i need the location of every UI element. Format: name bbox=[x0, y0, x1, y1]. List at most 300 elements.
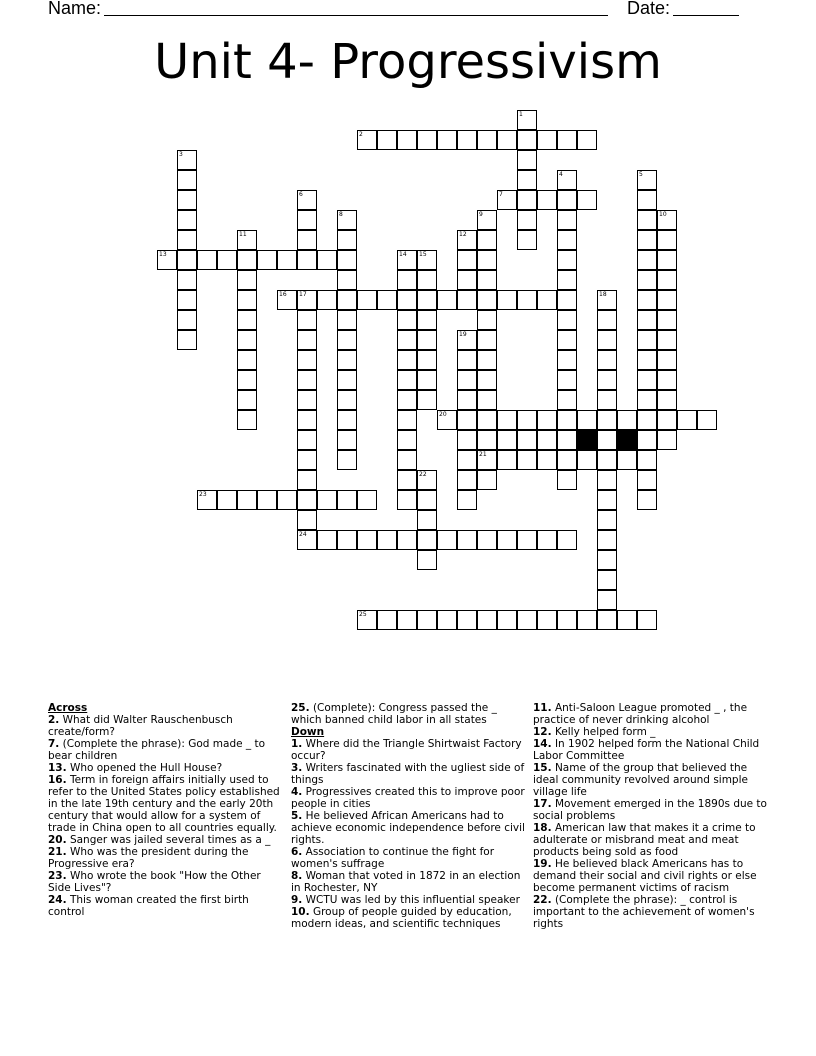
grid-cell[interactable] bbox=[417, 510, 437, 530]
grid-cell[interactable] bbox=[437, 130, 457, 150]
grid-cell[interactable] bbox=[337, 290, 357, 310]
grid-cell[interactable] bbox=[617, 410, 637, 430]
grid-cell[interactable] bbox=[497, 450, 517, 470]
grid-cell[interactable] bbox=[157, 250, 177, 270]
grid-cell[interactable] bbox=[297, 470, 317, 490]
grid-cell[interactable] bbox=[397, 490, 417, 510]
grid-cell[interactable] bbox=[297, 530, 317, 550]
grid-cell[interactable] bbox=[477, 450, 497, 470]
grid-cell[interactable] bbox=[637, 250, 657, 270]
grid-cell[interactable] bbox=[597, 610, 617, 630]
grid-cell[interactable] bbox=[337, 230, 357, 250]
grid-cell[interactable] bbox=[597, 430, 617, 450]
grid-cell[interactable] bbox=[477, 270, 497, 290]
grid-cell[interactable] bbox=[237, 270, 257, 290]
grid-cell[interactable] bbox=[337, 430, 357, 450]
grid-cell[interactable] bbox=[297, 490, 317, 510]
grid-cell[interactable] bbox=[477, 610, 497, 630]
grid-cell[interactable] bbox=[517, 410, 537, 430]
grid-cell[interactable] bbox=[177, 310, 197, 330]
grid-cell[interactable] bbox=[517, 110, 537, 130]
grid-cell[interactable] bbox=[597, 330, 617, 350]
grid-cell[interactable] bbox=[177, 210, 197, 230]
grid-cell[interactable] bbox=[357, 610, 377, 630]
grid-cell[interactable] bbox=[597, 450, 617, 470]
grid-cell[interactable] bbox=[597, 590, 617, 610]
clue-number-label: 16. bbox=[48, 774, 67, 786]
grid-cell[interactable] bbox=[337, 350, 357, 370]
grid-cell[interactable] bbox=[537, 450, 557, 470]
grid-cell[interactable] bbox=[177, 270, 197, 290]
clue-item bbox=[291, 906, 527, 930]
grid-cell[interactable] bbox=[237, 390, 257, 410]
grid-cell[interactable] bbox=[417, 490, 437, 510]
grid-cell[interactable] bbox=[297, 330, 317, 350]
grid-cell[interactable] bbox=[577, 410, 597, 430]
grid-cell[interactable] bbox=[497, 130, 517, 150]
grid-cell[interactable] bbox=[517, 170, 537, 190]
grid-cell[interactable] bbox=[677, 410, 697, 430]
grid-cell[interactable] bbox=[597, 290, 617, 310]
clue-item bbox=[291, 702, 527, 726]
grid-cell[interactable] bbox=[637, 170, 657, 190]
grid-cell[interactable] bbox=[337, 270, 357, 290]
grid-cell[interactable] bbox=[557, 450, 577, 470]
grid-cell[interactable] bbox=[397, 350, 417, 370]
grid-cell[interactable] bbox=[457, 330, 477, 350]
grid-cell[interactable] bbox=[657, 310, 677, 330]
grid-cell[interactable] bbox=[557, 290, 577, 310]
grid-cell[interactable] bbox=[477, 530, 497, 550]
grid-cell[interactable] bbox=[397, 430, 417, 450]
clue-text: He believed black Americans has to demand their social and civil rights or else become permanent victims of racism bbox=[533, 858, 757, 894]
grid-cell[interactable] bbox=[557, 270, 577, 290]
grid-cell[interactable] bbox=[577, 130, 597, 150]
grid-cell[interactable] bbox=[497, 430, 517, 450]
clue-column-3 bbox=[533, 702, 769, 930]
grid-cell[interactable] bbox=[397, 450, 417, 470]
grid-cell[interactable] bbox=[237, 330, 257, 350]
grid-cell[interactable] bbox=[557, 390, 577, 410]
grid-cell[interactable] bbox=[597, 410, 617, 430]
clue-number: 17 bbox=[299, 291, 307, 298]
grid-cell[interactable] bbox=[337, 490, 357, 510]
grid-cell[interactable] bbox=[557, 130, 577, 150]
clue-text: Name of the group that believed the ideal community revolved around simple village life bbox=[533, 762, 748, 798]
clue-item bbox=[291, 810, 527, 846]
clue-number-label: 4. bbox=[291, 786, 303, 798]
clue-number: 14 bbox=[399, 251, 407, 258]
grid-cell[interactable] bbox=[257, 250, 277, 270]
page-title: Unit 4- Progressivism bbox=[154, 34, 662, 90]
grid-cell[interactable] bbox=[557, 430, 577, 450]
grid-cell[interactable] bbox=[657, 270, 677, 290]
grid-cell[interactable] bbox=[217, 490, 237, 510]
grid-cell[interactable] bbox=[237, 310, 257, 330]
grid-cell[interactable] bbox=[477, 350, 497, 370]
grid-cell[interactable] bbox=[417, 290, 437, 310]
clue-item bbox=[533, 894, 769, 930]
grid-cell[interactable] bbox=[637, 270, 657, 290]
clue-number-label: 1. bbox=[291, 738, 303, 750]
grid-cell[interactable] bbox=[297, 250, 317, 270]
grid-cell[interactable] bbox=[457, 430, 477, 450]
grid-cell[interactable] bbox=[457, 350, 477, 370]
grid-cell[interactable] bbox=[637, 290, 657, 310]
grid-cell[interactable] bbox=[417, 610, 437, 630]
grid-cell[interactable] bbox=[237, 490, 257, 510]
grid-cell[interactable] bbox=[337, 310, 357, 330]
grid-cell[interactable] bbox=[557, 370, 577, 390]
grid-cell[interactable] bbox=[557, 230, 577, 250]
grid-cell[interactable] bbox=[657, 430, 677, 450]
grid-cell[interactable] bbox=[537, 610, 557, 630]
grid-cell[interactable] bbox=[357, 490, 377, 510]
grid-cell[interactable] bbox=[557, 410, 577, 430]
grid-cell[interactable] bbox=[317, 490, 337, 510]
grid-cell[interactable] bbox=[657, 410, 677, 430]
grid-cell[interactable] bbox=[397, 410, 417, 430]
grid-cell[interactable] bbox=[517, 610, 537, 630]
grid-cell[interactable] bbox=[557, 610, 577, 630]
grid-cell[interactable] bbox=[417, 310, 437, 330]
grid-cell[interactable] bbox=[657, 390, 677, 410]
grid-cell[interactable] bbox=[617, 450, 637, 470]
grid-cell[interactable] bbox=[337, 250, 357, 270]
clue-number: 25 bbox=[359, 611, 367, 618]
grid-cell[interactable] bbox=[177, 250, 197, 270]
clue-number-label: 10. bbox=[291, 906, 310, 918]
grid-cell[interactable] bbox=[457, 410, 477, 430]
grid-cell[interactable] bbox=[637, 490, 657, 510]
grid-cell[interactable] bbox=[457, 530, 477, 550]
grid-cell[interactable] bbox=[417, 270, 437, 290]
grid-cell[interactable] bbox=[577, 610, 597, 630]
grid-cell[interactable] bbox=[437, 530, 457, 550]
grid-cell[interactable] bbox=[517, 230, 537, 250]
clue-number: 21 bbox=[479, 451, 487, 458]
grid-cell[interactable] bbox=[177, 290, 197, 310]
grid-cell[interactable] bbox=[277, 490, 297, 510]
grid-cell[interactable] bbox=[317, 250, 337, 270]
grid-cell[interactable] bbox=[557, 350, 577, 370]
grid-cell[interactable] bbox=[337, 370, 357, 390]
grid-cell[interactable] bbox=[337, 410, 357, 430]
grid-cell[interactable] bbox=[237, 230, 257, 250]
grid-cell[interactable] bbox=[437, 610, 457, 630]
grid-cell[interactable] bbox=[177, 150, 197, 170]
grid-cell[interactable] bbox=[537, 190, 557, 210]
grid-cell[interactable] bbox=[637, 330, 657, 350]
grid-cell[interactable] bbox=[457, 610, 477, 630]
grid-cell[interactable] bbox=[417, 550, 437, 570]
grid-cell[interactable] bbox=[477, 330, 497, 350]
grid-cell[interactable] bbox=[517, 450, 537, 470]
grid-cell[interactable] bbox=[597, 550, 617, 570]
across-heading: Across bbox=[48, 702, 88, 714]
grid-cell[interactable] bbox=[377, 530, 397, 550]
grid-cell[interactable] bbox=[397, 290, 417, 310]
grid-black-square bbox=[577, 430, 597, 450]
grid-cell[interactable] bbox=[177, 230, 197, 250]
grid-cell[interactable] bbox=[197, 250, 217, 270]
grid-cell[interactable] bbox=[397, 250, 417, 270]
grid-cell[interactable] bbox=[437, 410, 457, 430]
grid-cell[interactable] bbox=[237, 370, 257, 390]
grid-cell[interactable] bbox=[357, 130, 377, 150]
grid-cell[interactable] bbox=[417, 470, 437, 490]
grid-cell[interactable] bbox=[657, 370, 677, 390]
grid-cell[interactable] bbox=[637, 370, 657, 390]
grid-cell[interactable] bbox=[277, 250, 297, 270]
clue-text: Progressives created this to improve poor people in cities bbox=[291, 786, 525, 810]
grid-cell[interactable] bbox=[557, 210, 577, 230]
grid-cell[interactable] bbox=[597, 370, 617, 390]
grid-cell[interactable] bbox=[457, 470, 477, 490]
clue-number-label: 18. bbox=[533, 822, 552, 834]
grid-cell[interactable] bbox=[657, 230, 677, 250]
grid-cell[interactable] bbox=[417, 370, 437, 390]
grid-cell[interactable] bbox=[297, 210, 317, 230]
grid-cell[interactable] bbox=[377, 130, 397, 150]
grid-cell[interactable] bbox=[177, 190, 197, 210]
clue-text: What did Walter Rauschenbusch create/form? bbox=[48, 714, 233, 738]
grid-black-square bbox=[617, 430, 637, 450]
grid-cell[interactable] bbox=[337, 530, 357, 550]
grid-cell[interactable] bbox=[397, 610, 417, 630]
clue-number: 1 bbox=[519, 111, 523, 118]
grid-cell[interactable] bbox=[657, 210, 677, 230]
grid-cell[interactable] bbox=[597, 390, 617, 410]
grid-cell[interactable] bbox=[477, 370, 497, 390]
grid-cell[interactable] bbox=[297, 390, 317, 410]
grid-cell[interactable] bbox=[597, 570, 617, 590]
grid-cell[interactable] bbox=[497, 610, 517, 630]
grid-cell[interactable] bbox=[557, 250, 577, 270]
grid-cell[interactable] bbox=[537, 130, 557, 150]
grid-cell[interactable] bbox=[597, 310, 617, 330]
grid-cell[interactable] bbox=[297, 310, 317, 330]
grid-cell[interactable] bbox=[597, 350, 617, 370]
clue-item bbox=[48, 894, 284, 918]
grid-cell[interactable] bbox=[297, 190, 317, 210]
grid-cell[interactable] bbox=[417, 250, 437, 270]
grid-cell[interactable] bbox=[477, 250, 497, 270]
clue-column-1 bbox=[48, 702, 284, 918]
grid-cell[interactable] bbox=[497, 530, 517, 550]
grid-cell[interactable] bbox=[297, 350, 317, 370]
grid-cell[interactable] bbox=[637, 410, 657, 430]
grid-cell[interactable] bbox=[237, 290, 257, 310]
clue-text: Group of people guided by education, modern ideas, and scientific techniques bbox=[291, 906, 512, 930]
grid-cell[interactable] bbox=[497, 190, 517, 210]
grid-cell[interactable] bbox=[577, 190, 597, 210]
clue-item bbox=[48, 834, 284, 846]
grid-cell[interactable] bbox=[657, 290, 677, 310]
grid-cell[interactable] bbox=[237, 410, 257, 430]
grid-cell[interactable] bbox=[377, 290, 397, 310]
grid-cell[interactable] bbox=[297, 430, 317, 450]
grid-cell[interactable] bbox=[417, 130, 437, 150]
grid-cell[interactable] bbox=[417, 350, 437, 370]
grid-cell[interactable] bbox=[517, 150, 537, 170]
grid-cell[interactable] bbox=[297, 510, 317, 530]
grid-cell[interactable] bbox=[457, 270, 477, 290]
grid-cell[interactable] bbox=[237, 350, 257, 370]
grid-cell[interactable] bbox=[437, 290, 457, 310]
grid-cell[interactable] bbox=[297, 450, 317, 470]
grid-cell[interactable] bbox=[417, 330, 437, 350]
grid-cell[interactable] bbox=[177, 330, 197, 350]
grid-cell[interactable] bbox=[497, 290, 517, 310]
clue-text: Writers fascinated with the ugliest side of things bbox=[291, 762, 525, 786]
grid-cell[interactable] bbox=[277, 290, 297, 310]
grid-cell[interactable] bbox=[397, 270, 417, 290]
clue-number-label: 22. bbox=[533, 894, 552, 906]
grid-cell[interactable] bbox=[457, 370, 477, 390]
grid-cell[interactable] bbox=[397, 310, 417, 330]
clue-number-label: 20. bbox=[48, 834, 67, 846]
grid-cell[interactable] bbox=[477, 210, 497, 230]
grid-cell[interactable] bbox=[297, 230, 317, 250]
grid-cell[interactable] bbox=[477, 470, 497, 490]
grid-cell[interactable] bbox=[637, 470, 657, 490]
clue-text: (Complete the phrase): _ control is important to the achievement of women's rights bbox=[533, 894, 755, 930]
grid-cell[interactable] bbox=[397, 390, 417, 410]
grid-cell[interactable] bbox=[477, 430, 497, 450]
clue-text: Who was the president during the Progressive era? bbox=[48, 846, 249, 870]
grid-cell[interactable] bbox=[177, 170, 197, 190]
clue-number-label: 7. bbox=[48, 738, 60, 750]
grid-cell[interactable] bbox=[557, 310, 577, 330]
clue-number: 16 bbox=[279, 291, 287, 298]
grid-cell[interactable] bbox=[457, 230, 477, 250]
grid-cell[interactable] bbox=[357, 290, 377, 310]
grid-cell[interactable] bbox=[537, 430, 557, 450]
grid-cell[interactable] bbox=[257, 490, 277, 510]
grid-cell[interactable] bbox=[597, 510, 617, 530]
grid-cell[interactable] bbox=[557, 330, 577, 350]
grid-cell[interactable] bbox=[537, 290, 557, 310]
grid-cell[interactable] bbox=[637, 450, 657, 470]
grid-cell[interactable] bbox=[637, 390, 657, 410]
grid-cell[interactable] bbox=[477, 410, 497, 430]
grid-cell[interactable] bbox=[497, 410, 517, 430]
grid-cell[interactable] bbox=[657, 250, 677, 270]
clue-text: Where did the Triangle Shirtwaist Factory occur? bbox=[291, 738, 522, 762]
grid-cell[interactable] bbox=[417, 530, 437, 550]
grid-cell[interactable] bbox=[397, 530, 417, 550]
grid-cell[interactable] bbox=[637, 350, 657, 370]
grid-cell[interactable] bbox=[477, 310, 497, 330]
clue-number: 10 bbox=[659, 211, 667, 218]
grid-cell[interactable] bbox=[477, 130, 497, 150]
grid-cell[interactable] bbox=[457, 490, 477, 510]
grid-cell[interactable] bbox=[517, 530, 537, 550]
clue-number-label: 25. bbox=[291, 702, 310, 714]
grid-cell[interactable] bbox=[457, 390, 477, 410]
grid-cell[interactable] bbox=[577, 450, 597, 470]
grid-cell[interactable] bbox=[637, 310, 657, 330]
grid-cell[interactable] bbox=[697, 410, 717, 430]
grid-cell[interactable] bbox=[517, 130, 537, 150]
grid-cell[interactable] bbox=[417, 390, 437, 410]
grid-cell[interactable] bbox=[537, 410, 557, 430]
clue-number-label: 15. bbox=[533, 762, 552, 774]
grid-cell[interactable] bbox=[637, 230, 657, 250]
grid-cell[interactable] bbox=[477, 390, 497, 410]
grid-cell[interactable] bbox=[197, 490, 217, 510]
grid-cell[interactable] bbox=[477, 230, 497, 250]
grid-cell[interactable] bbox=[637, 190, 657, 210]
grid-cell[interactable] bbox=[617, 610, 637, 630]
grid-cell[interactable] bbox=[397, 330, 417, 350]
clue-number: 5 bbox=[639, 171, 643, 178]
clue-number: 13 bbox=[159, 251, 167, 258]
clue-text: American law that makes it a crime to adulterate or misbrand meat and meat products being sold as food bbox=[533, 822, 756, 858]
grid-cell[interactable] bbox=[397, 470, 417, 490]
clue-text: Sanger was jailed several times as a _ bbox=[66, 834, 271, 846]
grid-cell[interactable] bbox=[457, 290, 477, 310]
grid-cell[interactable] bbox=[517, 430, 537, 450]
grid-cell[interactable] bbox=[637, 610, 657, 630]
grid-cell[interactable] bbox=[557, 170, 577, 190]
grid-cell[interactable] bbox=[517, 290, 537, 310]
clue-item bbox=[533, 762, 769, 798]
grid-cell[interactable] bbox=[317, 530, 337, 550]
grid-cell[interactable] bbox=[557, 530, 577, 550]
grid-cell[interactable] bbox=[317, 290, 337, 310]
clue-item bbox=[291, 870, 527, 894]
clue-number: 18 bbox=[599, 291, 607, 298]
grid-cell[interactable] bbox=[337, 450, 357, 470]
grid-cell[interactable] bbox=[637, 430, 657, 450]
grid-cell[interactable] bbox=[477, 290, 497, 310]
grid-cell[interactable] bbox=[457, 250, 477, 270]
clue-number-label: 5. bbox=[291, 810, 303, 822]
grid-cell[interactable] bbox=[337, 330, 357, 350]
clue-item bbox=[48, 870, 284, 894]
grid-cell[interactable] bbox=[357, 530, 377, 550]
grid-cell[interactable] bbox=[397, 370, 417, 390]
grid-cell[interactable] bbox=[657, 330, 677, 350]
grid-cell[interactable] bbox=[397, 130, 417, 150]
clue-number-label: 2. bbox=[48, 714, 60, 726]
grid-cell[interactable] bbox=[597, 530, 617, 550]
grid-cell[interactable] bbox=[297, 370, 317, 390]
clue-number-label: 23. bbox=[48, 870, 67, 882]
grid-cell[interactable] bbox=[457, 450, 477, 470]
grid-cell[interactable] bbox=[297, 290, 317, 310]
grid-cell[interactable] bbox=[377, 610, 397, 630]
grid-cell[interactable] bbox=[517, 190, 537, 210]
grid-cell[interactable] bbox=[597, 470, 617, 490]
grid-cell[interactable] bbox=[597, 490, 617, 510]
grid-cell[interactable] bbox=[337, 210, 357, 230]
grid-cell[interactable] bbox=[337, 390, 357, 410]
grid-cell[interactable] bbox=[537, 530, 557, 550]
grid-cell[interactable] bbox=[637, 210, 657, 230]
grid-cell[interactable] bbox=[457, 130, 477, 150]
grid-cell[interactable] bbox=[237, 250, 257, 270]
grid-cell[interactable] bbox=[297, 410, 317, 430]
grid-cell[interactable] bbox=[557, 190, 577, 210]
grid-cell[interactable] bbox=[657, 350, 677, 370]
clue-number: 22 bbox=[419, 471, 427, 478]
grid-cell[interactable] bbox=[217, 250, 237, 270]
grid-cell[interactable] bbox=[557, 470, 577, 490]
grid-cell[interactable] bbox=[517, 210, 537, 230]
